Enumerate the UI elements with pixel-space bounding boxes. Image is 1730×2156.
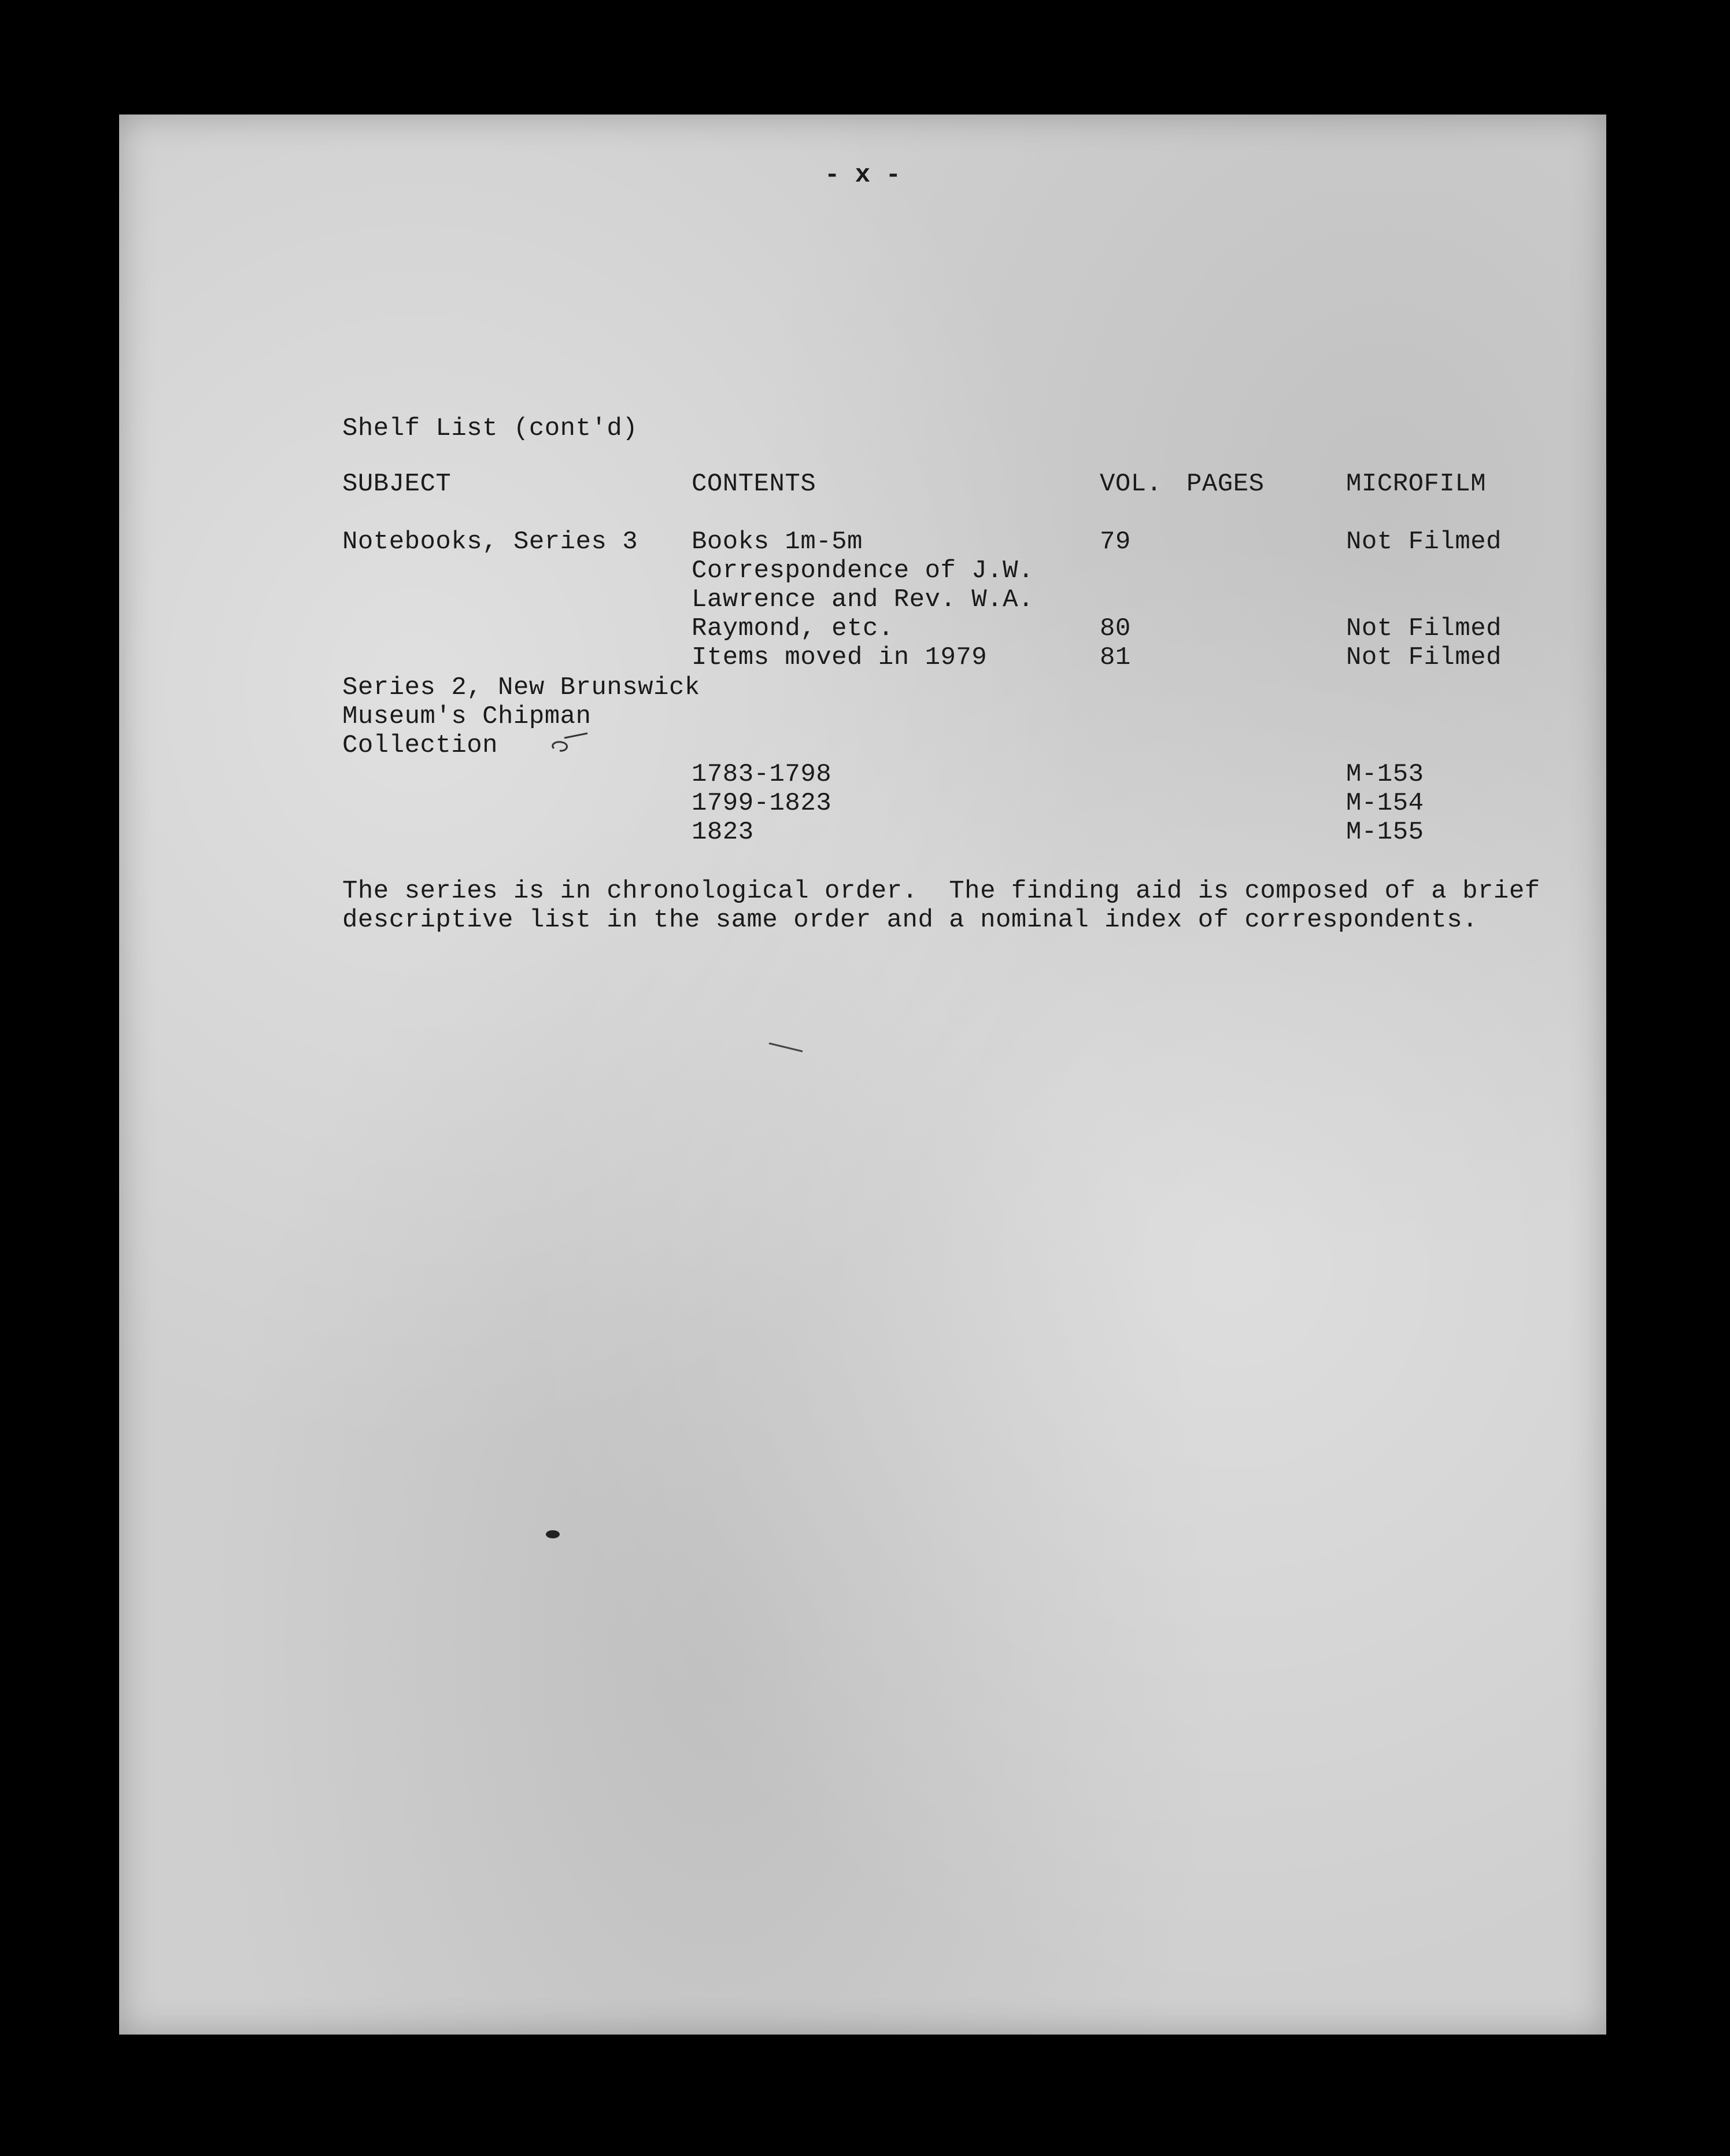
row-microfilm: M-155 [1346, 818, 1424, 847]
document-page [119, 115, 1606, 2035]
row-subject: Collection [342, 731, 498, 760]
section-title: Shelf List (cont'd) [342, 414, 638, 443]
row-contents: Lawrence and Rev. W.A. [692, 585, 1034, 614]
row-contents: Books 1m-5m [692, 527, 863, 556]
row-microfilm: M-154 [1346, 789, 1424, 818]
handwritten-mark-icon [547, 728, 593, 756]
row-vol: 80 [1100, 614, 1131, 643]
ink-spot-icon [541, 1526, 564, 1543]
column-header-pages: PAGES [1186, 470, 1265, 499]
row-vol: 81 [1100, 643, 1131, 672]
stray-mark-icon [767, 1039, 807, 1056]
row-contents: 1783-1798 [692, 760, 832, 789]
column-header-subject: SUBJECT [342, 470, 452, 499]
row-subject: Series 2, New Brunswick [342, 673, 700, 702]
row-contents: 1823 [692, 818, 754, 847]
row-microfilm: Not Filmed [1346, 614, 1502, 643]
note-line-2: descriptive list in the same order and a nominal index of correspondents. [342, 906, 1478, 935]
note-line-1: The series is in chronological order. The finding aid is composed of a brief [342, 877, 1540, 906]
row-vol: 79 [1100, 527, 1131, 556]
column-header-contents: CONTENTS [692, 470, 816, 499]
row-subject: Museum's Chipman [342, 702, 592, 731]
page-number: - x - [824, 161, 901, 190]
row-contents: Items moved in 1979 [692, 643, 988, 672]
row-microfilm: Not Filmed [1346, 643, 1502, 672]
row-subject: Notebooks, Series 3 [342, 527, 638, 556]
column-header-microfilm: MICROFILM [1346, 470, 1487, 499]
row-contents: Raymond, etc. [692, 614, 894, 643]
row-microfilm: M-153 [1346, 760, 1424, 789]
row-contents: Correspondence of J.W. [692, 556, 1034, 585]
row-microfilm: Not Filmed [1346, 527, 1502, 556]
row-contents: 1799-1823 [692, 789, 832, 818]
column-header-vol: VOL. [1100, 470, 1162, 499]
